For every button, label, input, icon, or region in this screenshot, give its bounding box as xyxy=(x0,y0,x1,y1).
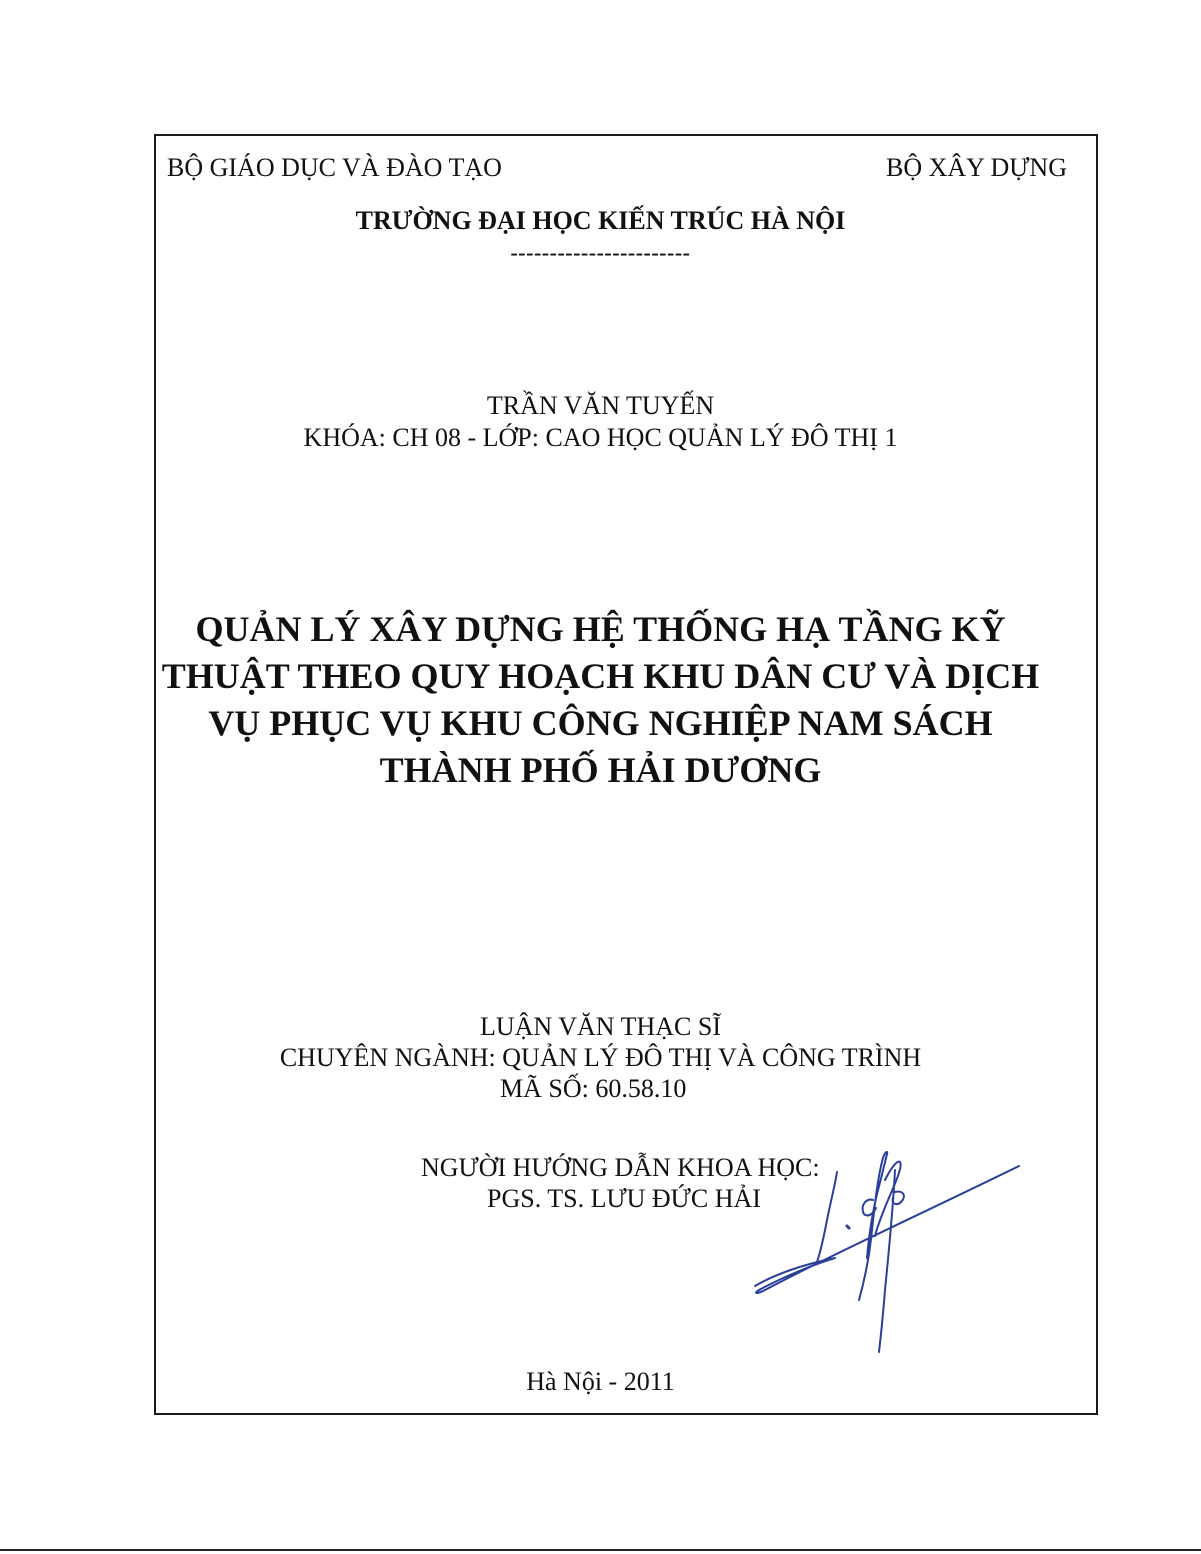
page-bottom-rule xyxy=(0,1549,1201,1551)
author-name: TRẦN VĂN TUYẾN xyxy=(486,391,715,420)
thesis-title-line-4: THÀNH PHỐ HẢI DƯƠNG xyxy=(379,750,822,790)
university-name: TRƯỜNG ĐẠI HỌC KIẾN TRÚC HÀ NỘI xyxy=(355,206,846,235)
thesis-title-line-3: VỤ PHỤC VỤ KHU CÔNG NGHIỆP NAM SÁCH xyxy=(208,703,993,743)
ministry-education-label: BỘ GIÁO DỤC VÀ ĐÀO TẠO xyxy=(167,153,502,182)
thesis-type: LUẬN VĂN THẠC SĨ xyxy=(480,1012,721,1041)
thesis-title-line-1: QUẢN LÝ XÂY DỰNG HỆ THỐNG HẠ TẦNG KỸ xyxy=(195,609,1006,649)
header-separator: ----------------------- xyxy=(510,240,691,265)
advisor-name: PGS. TS. LƯU ĐỨC HẢI xyxy=(487,1184,761,1213)
thesis-major: CHUYÊN NGÀNH: QUẢN LÝ ĐÔ THỊ VÀ CÔNG TRÌNH xyxy=(279,1043,922,1072)
ministry-construction-label: BỘ XÂY DỰNG xyxy=(886,153,1067,182)
thesis-title-line-2: THUẬT THEO QUY HOẠCH KHU DÂN CƯ VÀ DỊCH xyxy=(161,656,1040,696)
author-class-info: KHÓA: CH 08 - LỚP: CAO HỌC QUẢN LÝ ĐÔ THỊ 1 xyxy=(303,423,898,452)
thesis-code: MÃ SỐ: 60.58.10 xyxy=(500,1074,687,1103)
place-and-year: Hà Nội - 2011 xyxy=(526,1367,675,1396)
handwritten-signature xyxy=(745,1140,1035,1360)
advisor-label: NGƯỜI HƯỚNG DẪN KHOA HỌC: xyxy=(421,1153,820,1182)
